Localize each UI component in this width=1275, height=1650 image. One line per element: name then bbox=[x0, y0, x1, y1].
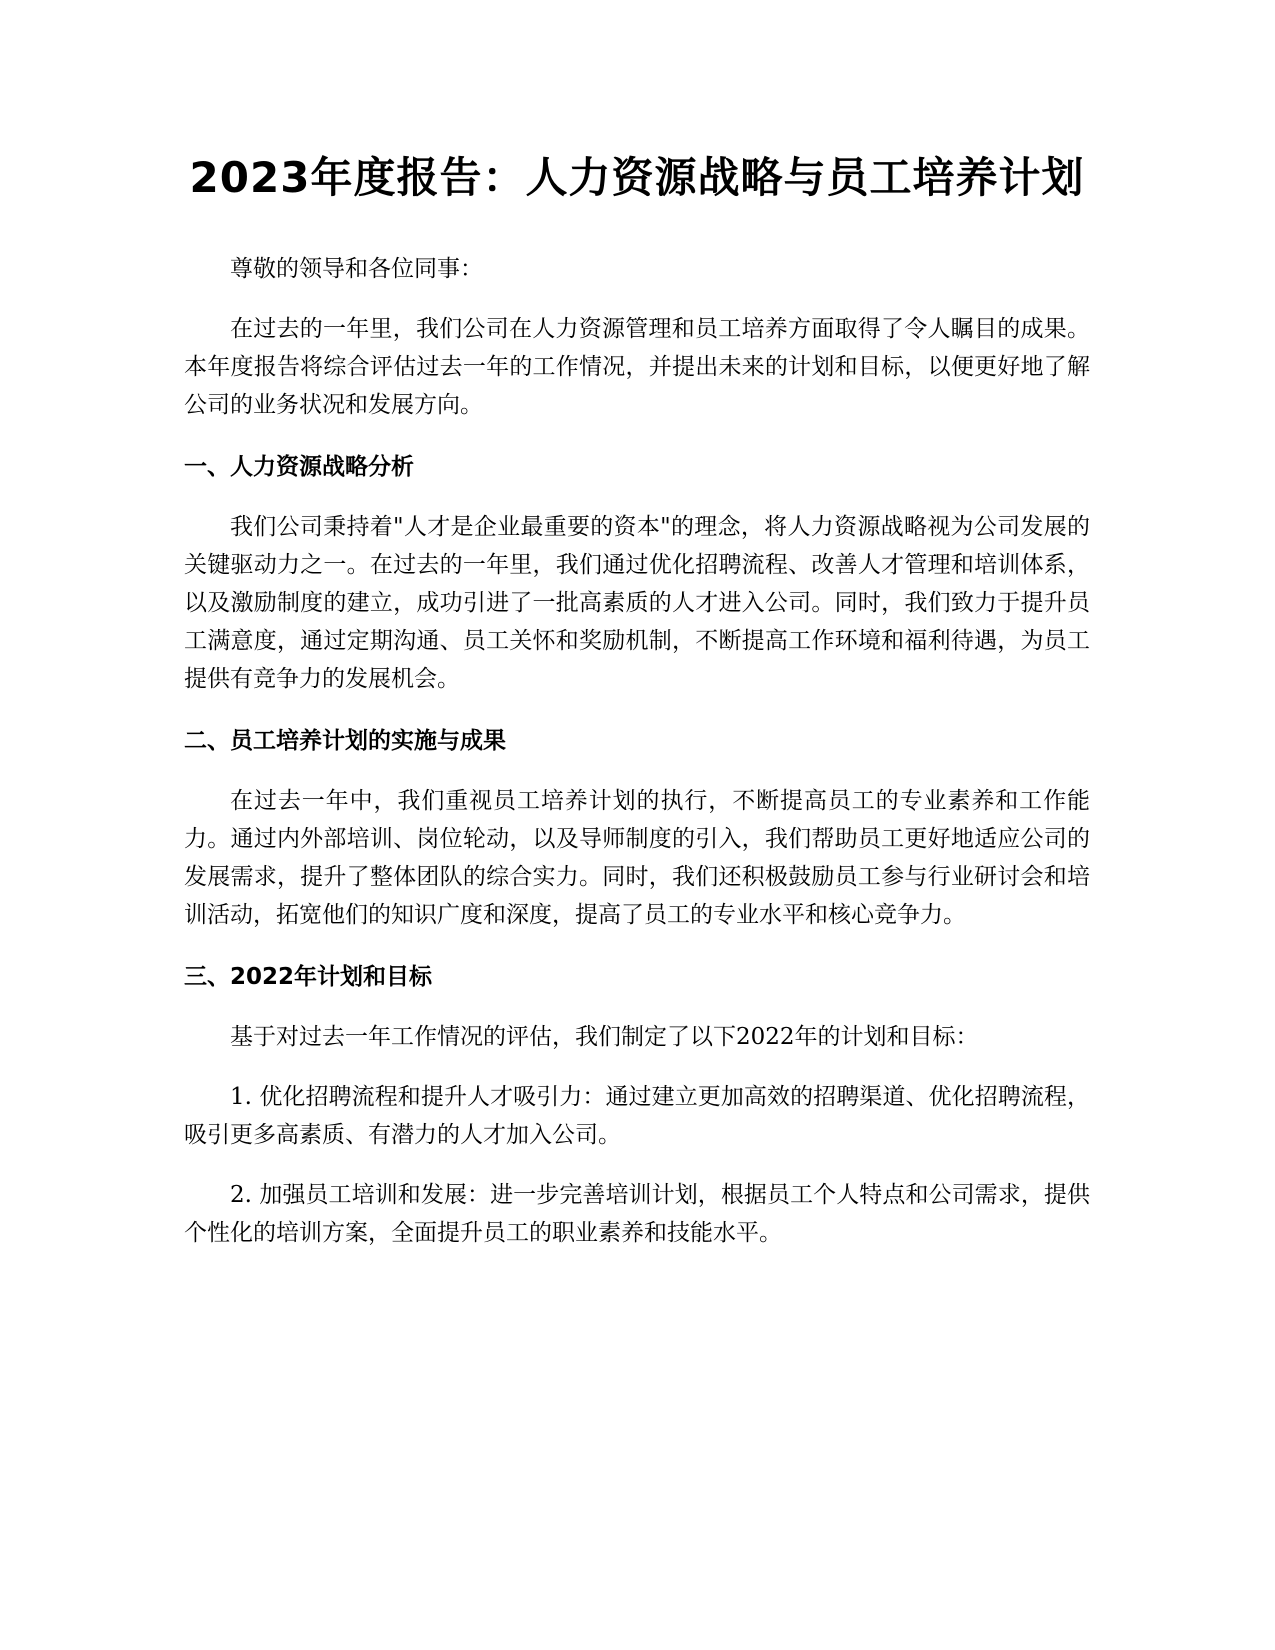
document-body bbox=[184, 140, 1090, 1252]
salutation: 尊敬的领导和各位同事： bbox=[230, 256, 483, 282]
plan-item-1: 1. 优化招聘流程和提升人才吸引力：通过建立更加高效的招聘渠道、优化招聘流程，吸引更多高素质、有潜力的人才加入公司。 bbox=[184, 1084, 1090, 1148]
section-paragraph-hr-strategy: 我们公司秉持着"人才是企业最重要的资本"的理念，将人力资源战略视为公司发展的关键驱动力之一。在过去的一年里，我们通过优化招聘流程、改善人才管理和培训体系，以及激励制度的建立，成功引进了一批高素质的人才进入公司。同时，我们致力于提升员工满意度，通过定期沟通、员工关怀和奖励机制，不断提高工作环境和福利待遇，为员工提供有竞争力的发展机会。 bbox=[184, 514, 1090, 692]
section-paragraph-training-results: 在过去一年中，我们重视员工培养计划的执行，不断提高员工的专业素养和工作能力。通过内外部培训、岗位轮动，以及导师制度的引入，我们帮助员工更好地适应公司的发展需求，提升了整体团队的综合实力。同时，我们还积极鼓励员工参与行业研讨会和培训活动，拓宽他们的知识广度和深度，提高了员工的专业水平和核心竞争力。 bbox=[184, 788, 1090, 928]
intro-paragraph: 在过去的一年里，我们公司在人力资源管理和员工培养方面取得了令人瞩目的成果。本年度报告将综合评估过去一年的工作情况，并提出未来的计划和目标，以便更好地了解公司的业务状况和发展方向。 bbox=[184, 316, 1090, 418]
section-heading-hr-strategy: 一、人力资源战略分析 bbox=[184, 454, 414, 480]
document-title: 2023年度报告：人力资源战略与员工培养计划 bbox=[189, 153, 1085, 202]
section-heading-plans-goals: 三、2022年计划和目标 bbox=[184, 964, 433, 990]
section-heading-training-results: 二、员工培养计划的实施与成果 bbox=[184, 728, 506, 754]
plan-item-2: 2. 加强员工培训和发展：进一步完善培训计划，根据员工个人特点和公司需求，提供个性化的培训方案，全面提升员工的职业素养和技能水平。 bbox=[184, 1182, 1090, 1246]
plans-intro-paragraph: 基于对过去一年工作情况的评估，我们制定了以下2022年的计划和目标： bbox=[230, 1024, 979, 1050]
